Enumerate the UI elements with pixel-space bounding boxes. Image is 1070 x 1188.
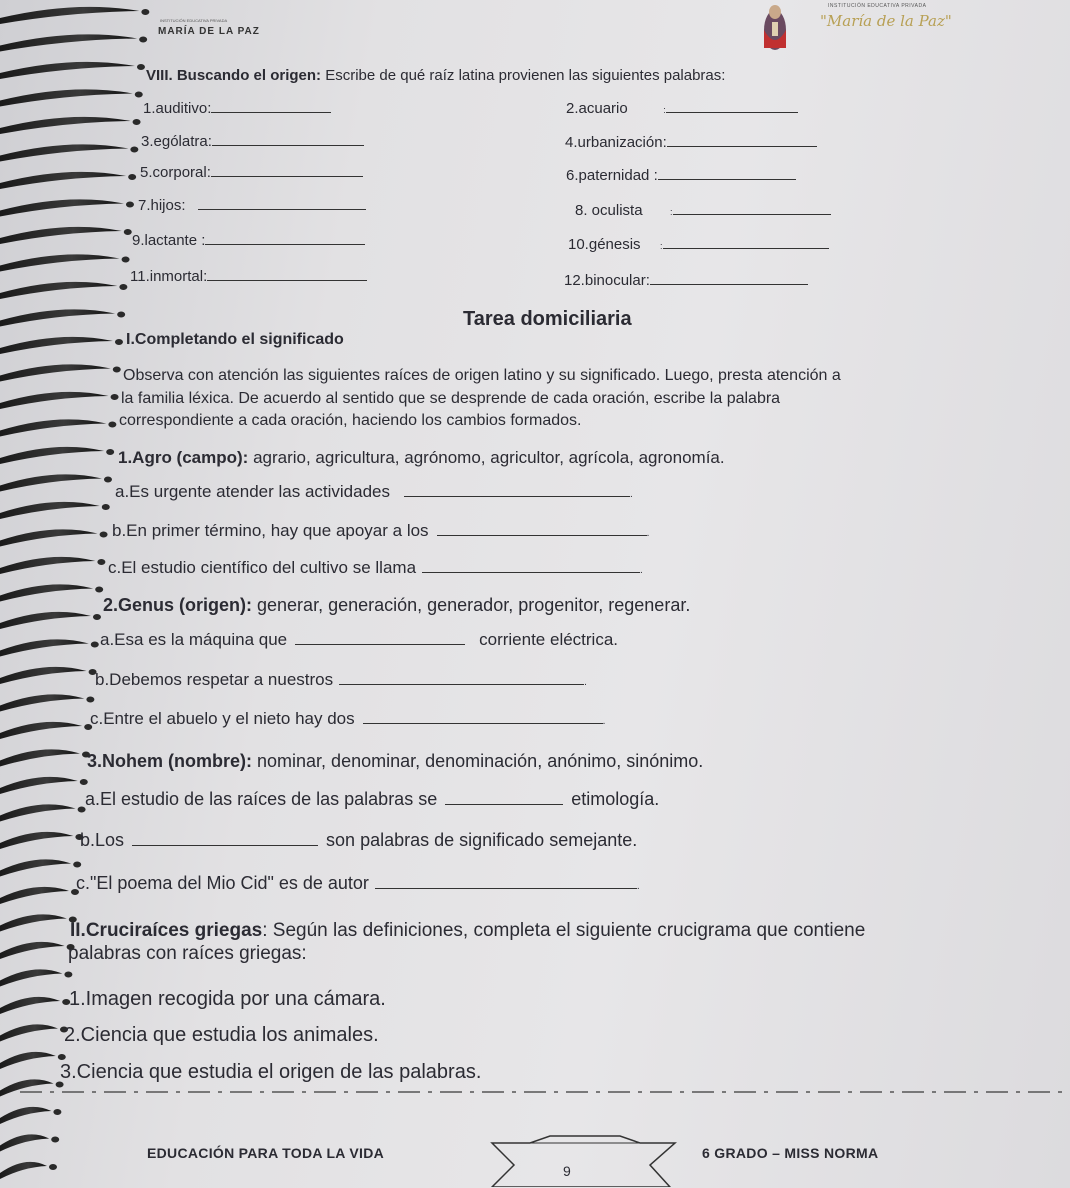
answer-blank[interactable] xyxy=(437,534,647,536)
root-2-item-a: a.Esa es la máquina que corriente eléctrica. xyxy=(100,630,619,649)
binding-ring xyxy=(0,804,76,821)
section-1-title: I.Completando el significado xyxy=(126,331,344,348)
binding-hole xyxy=(124,229,132,235)
intro-line-1: Observa con atención las siguientes raíces de origen latino y su significado. Luego, presta atención a xyxy=(123,367,841,384)
crossword-clue-2: 2.Ciencia que estudia los animales. xyxy=(64,1024,379,1046)
word-item-3: 3.ególatra: xyxy=(141,133,364,150)
binding-ring xyxy=(0,777,78,794)
binding-hole xyxy=(122,257,130,263)
binding-hole xyxy=(95,587,103,593)
binding-hole xyxy=(119,284,127,290)
section-2-title: II.Cruciraíces griegas xyxy=(70,920,263,941)
binding-ring xyxy=(0,419,106,436)
answer-blank[interactable] xyxy=(211,111,331,113)
section-2-line-1: II.Cruciraíces griegas: Según las definiciones, completa el siguiente crucigrama que contiene xyxy=(70,920,866,941)
binding-ring xyxy=(0,34,137,51)
binding-hole xyxy=(102,504,110,510)
binding-ring xyxy=(0,309,115,326)
binding-ring xyxy=(0,557,95,574)
binding-ring xyxy=(0,529,98,546)
answer-blank[interactable] xyxy=(205,243,365,245)
school-subtitle: INSTITUCIÓN EDUCATIVA PRIVADA xyxy=(160,18,228,23)
binding-hole xyxy=(106,449,114,455)
word-item-9: 9.lactante : xyxy=(132,232,365,249)
answer-blank[interactable] xyxy=(375,887,637,889)
root-1-heading: 1.Agro (campo): agrario, agricultura, agrónomo, agricultor, agrícola, agronomía. xyxy=(118,448,725,467)
school-name: MARÍA DE LA PAZ xyxy=(158,26,260,37)
root-1-item-a: a.Es urgente atender las actividades . xyxy=(115,482,633,501)
answer-blank[interactable] xyxy=(673,213,831,215)
answer-blank[interactable] xyxy=(211,175,363,177)
word-item-1: 1.auditivo: xyxy=(143,100,331,117)
binding-ring xyxy=(0,364,111,381)
answer-blank[interactable] xyxy=(650,283,808,285)
binding-hole xyxy=(51,1137,59,1143)
word-item-7: 7.hijos: xyxy=(138,197,366,214)
binding-ring xyxy=(0,447,104,464)
answer-blank[interactable] xyxy=(363,722,603,724)
binding-ring xyxy=(0,722,82,739)
answer-blank[interactable] xyxy=(132,844,318,846)
answer-blank[interactable] xyxy=(339,683,584,685)
binding-ring xyxy=(0,639,89,656)
binding-hole xyxy=(100,532,108,538)
root-3-item-c: c."El poema del Mio Cid" es de autor . xyxy=(76,873,640,893)
page-number-ribbon xyxy=(470,1135,700,1187)
binding-ring xyxy=(0,282,117,299)
binding-hole xyxy=(111,394,119,400)
answer-blank[interactable] xyxy=(663,247,829,249)
word-item-2: 2.acuario : xyxy=(566,100,798,117)
crossword-clue-3: 3.Ciencia que estudia el origen de las palabras. xyxy=(60,1061,482,1083)
binding-hole xyxy=(64,972,72,978)
binding-hole xyxy=(113,367,121,373)
answer-blank[interactable] xyxy=(404,495,630,497)
binding-ring xyxy=(0,694,84,711)
intro-line-3: correspondiente a cada oración, haciendo los cambios formados. xyxy=(119,412,582,429)
binding-hole xyxy=(58,1054,66,1060)
binding-ring xyxy=(0,89,133,106)
word-item-6: 6.paternidad : xyxy=(566,167,796,184)
binding-hole xyxy=(91,642,99,648)
binding-hole xyxy=(133,119,141,125)
binding-hole xyxy=(97,559,105,565)
binding-hole xyxy=(53,1109,61,1115)
binding-ring xyxy=(0,859,71,876)
binding-hole xyxy=(86,697,94,703)
answer-blank[interactable] xyxy=(198,208,366,210)
binding-ring xyxy=(0,1052,56,1069)
binding-ring xyxy=(0,914,67,931)
root-2-item-b: b.Debemos respetar a nuestros . xyxy=(95,670,587,689)
binding-hole xyxy=(130,147,138,153)
section-8-instruction: Escribe de qué raíz latina provienen las siguientes palabras: xyxy=(321,67,726,84)
binding-ring xyxy=(0,887,69,904)
root-1-item-c: c.El estudio científico del cultivo se llama . xyxy=(108,558,643,577)
binding-ring xyxy=(0,144,128,161)
section-2-line-2: palabras con raíces griegas: xyxy=(68,943,307,964)
binding-ring xyxy=(0,7,139,24)
section-8-heading xyxy=(146,67,725,84)
word-item-8: 8. oculista : xyxy=(575,202,831,219)
intro-line-2: la familia léxica. De acuerdo al sentido que se desprende de cada oración, escribe la palabra xyxy=(121,390,781,407)
answer-blank[interactable] xyxy=(658,178,796,180)
binding-hole xyxy=(80,779,88,785)
footer-motto: EDUCACIÓN PARA TODA LA VIDA xyxy=(147,1145,385,1161)
binding-ring xyxy=(0,474,102,491)
binding-ring xyxy=(0,969,62,986)
binding-hole xyxy=(49,1164,57,1170)
homework-title: Tarea domiciliaria xyxy=(463,308,632,330)
answer-blank[interactable] xyxy=(445,803,563,805)
answer-blank[interactable] xyxy=(422,571,640,573)
root-3-item-b: b.Los son palabras de significado semejante. xyxy=(80,830,638,850)
word-item-12: 12.binocular: xyxy=(564,272,808,289)
crossword-clue-1: 1.Imagen recogida por una cámara. xyxy=(69,988,386,1010)
binding-hole xyxy=(135,92,143,98)
binding-hole xyxy=(117,312,125,318)
school-motto: "María de la Paz" xyxy=(820,12,952,30)
binding-hole xyxy=(126,202,134,208)
binding-ring xyxy=(0,942,65,959)
binding-ring xyxy=(0,392,109,409)
binding-ring xyxy=(0,749,80,766)
binding-ring xyxy=(0,1024,58,1041)
binding-hole xyxy=(139,37,147,43)
binding-ring xyxy=(0,1162,47,1179)
page-number: 9 xyxy=(563,1163,571,1179)
binding-ring xyxy=(0,502,100,519)
word-item-10: 10.génesis : xyxy=(568,236,829,253)
binding-ring xyxy=(0,667,87,684)
root-1-item-b: b.En primer término, hay que apoyar a los . xyxy=(112,521,650,540)
binding-ring xyxy=(0,172,126,189)
dashed-separator xyxy=(20,1086,1070,1098)
virgin-mary-logo xyxy=(755,0,795,52)
root-3-item-a: a.El estudio de las raíces de las palabras se etimología. xyxy=(85,789,660,809)
root-2-item-c: c.Entre el abuelo y el nieto hay dos . xyxy=(90,709,606,728)
word-item-11: 11.inmortal: xyxy=(130,268,367,285)
root-3-heading: 3.Nohem (nombre): nominar, denominar, denominación, anónimo, sinónimo. xyxy=(87,751,704,771)
word-item-5: 5.corporal: xyxy=(140,164,363,181)
answer-blank[interactable] xyxy=(666,111,798,113)
binding-ring xyxy=(0,1107,51,1124)
institution-label: INSTITUCIÓN EDUCATIVA PRIVADA xyxy=(828,3,927,9)
binding-ring xyxy=(0,997,60,1014)
binding-hole xyxy=(73,862,81,868)
binding-hole xyxy=(115,339,123,345)
answer-blank[interactable] xyxy=(667,145,817,147)
binding-ring xyxy=(0,117,131,134)
binding-ring xyxy=(0,832,73,849)
word-item-4: 4.urbanización: xyxy=(565,134,817,151)
binding-ring xyxy=(0,62,135,79)
binding-hole xyxy=(93,614,101,620)
root-2-heading: 2.Genus (origen): generar, generación, generador, progenitor, regenerar. xyxy=(103,595,691,615)
binding-hole xyxy=(128,174,136,180)
binding-hole xyxy=(108,422,116,428)
binding-ring xyxy=(0,1134,49,1151)
binding-ring xyxy=(0,254,120,271)
footer-grade-teacher: 6 GRADO – MISS NORMA xyxy=(702,1145,879,1161)
binding-hole xyxy=(137,64,145,70)
binding-hole xyxy=(141,9,149,15)
answer-blank[interactable] xyxy=(295,643,465,645)
binding-ring xyxy=(0,584,93,601)
binding-ring xyxy=(0,199,124,216)
binding-hole xyxy=(104,477,112,483)
binding-ring xyxy=(0,337,113,354)
answer-blank[interactable] xyxy=(207,279,367,281)
answer-blank[interactable] xyxy=(212,144,364,146)
binding-ring xyxy=(0,227,122,244)
binding-ring xyxy=(0,612,91,629)
section-8-title: VIII. Buscando el origen: xyxy=(146,67,322,84)
